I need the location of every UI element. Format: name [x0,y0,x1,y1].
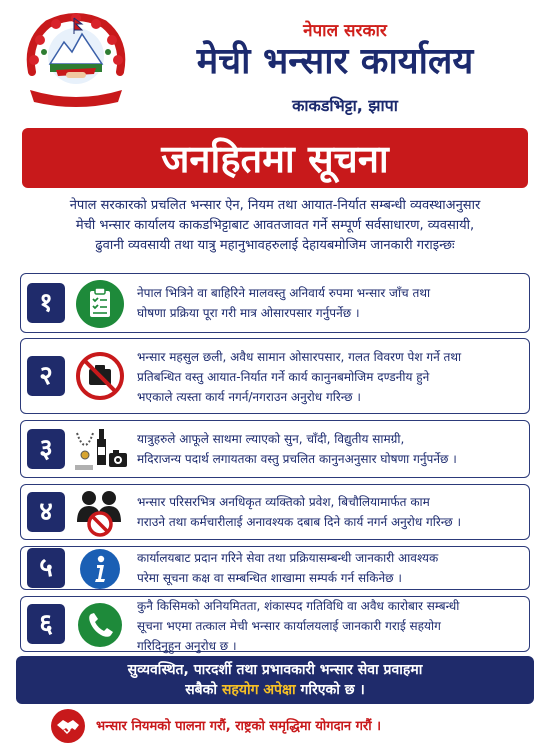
footer-line: सुव्यवस्थित, पारदर्शी तथा प्रभावकारी भन्सार सेवा प्रवाहमा [127,662,423,678]
phone-icon [71,600,129,650]
item-text [137,429,521,469]
item-text [137,347,521,407]
banner-title: जनहितमा सूचना [161,137,389,181]
item-line: भन्सार परिसरभित्र अनधिकृत व्यक्तिको प्रवेश, बिचौलियामार्फत काम [137,495,430,509]
item-number: २ [27,356,65,396]
item-line: प्रतिबन्धित वस्तु आयात-निर्यात गर्ने कार्य कानुनबमोजिम दण्डनीय हुने [137,370,430,384]
no-middleman-icon [71,488,129,538]
footer-slogan [16,708,534,744]
intro-line: ढुवानी व्यवसायी तथा यात्रु महानुभावहरुलाई देहायबमोजिम जानकारी गराइन्छः [95,238,455,253]
office-title: मेची भन्सार कार्यालय [196,41,474,82]
footer-appeal [16,656,534,704]
item-number: १ [27,283,65,323]
item-line: मदिराजन्य पदार्थ लगायतका वस्तु प्रचलित कानुनअनुसार घोषणा गर्नुपर्नेछ । [137,452,457,466]
clipboard-check-icon [71,279,129,329]
item-number: ३ [27,429,65,469]
footer-highlight: सहयोग अपेक्षा [221,682,296,698]
footer-line-start: सबैको [185,682,218,698]
item-line: गराउने तथा कर्मचारीलाई अनावश्यक दबाब दिने कार्य नगर्न अनुरोध गरिन्छ । [137,515,461,529]
item-line: कार्यालयबाट प्रदान गरिने सेवा तथा प्रक्रियासम्बन्धी जानकारी आवश्यक [137,551,439,565]
no-smuggling-icon [71,351,129,401]
slogan-text: भन्सार नियमको पालना गरौं, राष्ट्रको समृद्धिमा योगदान गरौं । [96,719,382,734]
notice-item-6 [20,596,530,652]
info-icon [71,544,129,594]
intro-paragraph [22,196,528,256]
nepal-emblem-icon [22,12,130,110]
intro-line: नेपाल सरकारको प्रचलित भन्सार ऐन, नियम तथा आयात-निर्यात सम्बन्धी व्यवस्थाअनुसार [69,198,481,213]
item-line: गरिदिनुहुन अनुरोध छ । [137,639,237,653]
item-text [137,492,521,532]
notice-item-1 [20,273,530,333]
valuables-icon [71,425,129,475]
item-line: परेमा सूचना कक्ष वा सम्बन्धित शाखामा सम्पर्क गर्न सकिनेछ । [137,571,402,585]
notice-item-2 [20,338,530,414]
item-text [137,596,521,656]
intro-line: मेची भन्सार कार्यालय काकडभिट्टाबाट आवतजावत गर्ने सम्पूर्ण सर्वसाधारण, व्यवसायी, [75,218,475,233]
government-label: नेपाल सरकार [303,21,387,41]
item-number: ६ [27,604,65,644]
item-line: यात्रुहरुले आफूले साथमा ल्याएको सुन, चाँदी, विद्युतीय सामग्री, [137,432,405,446]
notice-item-4 [20,484,530,540]
notice-item-3 [20,420,530,478]
header [0,0,550,122]
footer-line [16,680,534,700]
item-number: ५ [27,548,65,588]
item-line: कुनै किसिमको अनियमितता, शंकास्पद गतिविधि वा अवैध कारोबार सम्बन्धी [137,599,460,613]
item-text [137,283,521,323]
item-line: सूचना भएमा तत्काल मेची भन्सार कार्यालयलाई जानकारी गराई सहयोग [137,619,441,633]
item-text [137,548,521,588]
footer-line-end: गरिएको छ । [300,682,365,698]
item-number: ४ [27,492,65,532]
notice-item-5 [20,546,530,590]
item-line: भन्सार महसुल छली, अवैध सामान ओसारपसार, गलत विवरण पेश गर्ने तथा [137,350,462,364]
item-line: भएकाले त्यस्ता कार्य नगर्न/नगराउन अनुरोध गरिन्छ । [137,390,361,404]
item-line: नेपाल भित्रिने वा बाहिरिने मालवस्तु अनिवार्य रुपमा भन्सार जाँच तथा [137,286,431,300]
handshake-icon [50,708,86,744]
office-location: काकडभिट्टा, झापा [292,96,398,115]
item-line: घोषणा प्रक्रिया पूरा गरी मात्र ओसारपसार गर्नुपर्नेछ । [137,306,360,320]
notice-banner [22,128,528,188]
